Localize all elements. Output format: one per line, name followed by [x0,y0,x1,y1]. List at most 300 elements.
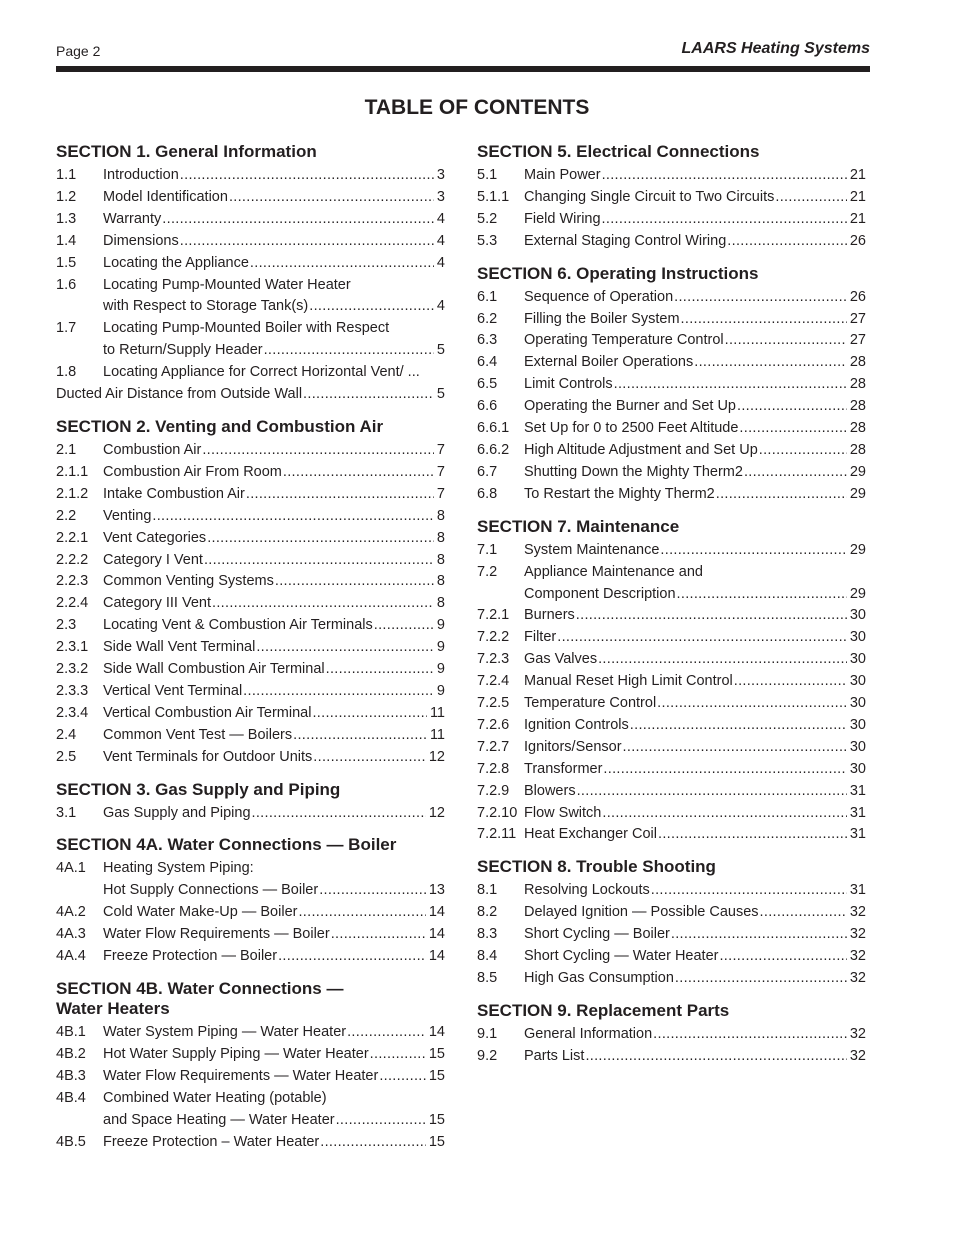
toc-entry[interactable] [477,287,866,309]
dot-leader [298,902,425,924]
entry-page: 14 [428,1024,445,1040]
toc-entry-line [56,165,445,187]
entry-title: Hot Supply Connections — Boiler [103,882,319,899]
entry-title: Freeze Protection – Water Heater [103,1133,320,1150]
toc-entry[interactable] [56,275,445,319]
toc-entry[interactable] [477,902,866,924]
entry-number: 7.2.9 [477,782,510,799]
entry-number: 6.6.1 [477,420,510,437]
entry-number: 2.3 [56,617,77,634]
toc-entry[interactable] [56,253,445,275]
dot-leader [602,165,847,187]
toc-entry[interactable] [56,659,445,681]
toc-entry-line [56,880,445,902]
entry-title: To Restart the Mighty Therm2 [524,485,715,502]
dot-leader [303,384,434,406]
entry-page: 28 [849,441,866,458]
dot-leader [576,605,847,627]
toc-entry-line [56,803,445,825]
entry-number: 7.2.4 [477,673,510,690]
entry-number: 1.8 [56,364,77,381]
dot-leader [653,1024,847,1046]
toc-entry-line [56,1132,445,1154]
entry-title: Filter [524,629,557,646]
toc-entry[interactable] [56,506,445,528]
entry-page: 14 [428,904,445,921]
toc-entry-line [477,418,866,440]
entry-number: 7.2.7 [477,738,510,755]
dot-leader [152,506,434,528]
dot-leader [202,440,434,462]
dot-leader [681,309,847,331]
entry-page: 29 [849,585,866,602]
entry-number: 1.2 [56,188,77,205]
toc-section [477,517,866,847]
toc-entry[interactable] [477,484,866,506]
toc-entry-line [56,571,445,593]
entry-title: Locating Appliance for Correct Horizontal Vent/ ... [103,364,420,381]
dot-leader [630,715,847,737]
entry-title: Combustion Air From Room [103,463,282,480]
entry-page: 8 [436,529,445,546]
entry-number: 4A.3 [56,926,86,943]
toc-entry[interactable] [56,803,445,825]
dot-leader [243,681,434,703]
entry-page: 21 [849,167,866,183]
toc-entry-line [56,703,445,725]
entry-title: Delayed Ignition — Possible Causes [524,904,759,921]
toc-entry[interactable] [56,1132,445,1154]
entry-page: 31 [849,882,866,899]
dot-leader [180,231,434,253]
entry-page: 11 [429,704,445,721]
dot-leader [694,352,847,374]
toc-entry[interactable] [477,330,866,352]
entry-page: 32 [849,948,866,965]
entry-title: Vent Terminals for Outdoor Units [103,748,313,765]
toc-entry[interactable] [477,1046,866,1068]
entry-page: 30 [849,629,866,646]
toc-entry[interactable] [56,187,445,209]
entry-page: 29 [849,485,866,502]
entry-page: 8 [436,507,445,524]
entry-title: Locating Pump-Mounted Boiler with Respect [103,320,390,337]
dot-leader [246,484,434,506]
toc-entry[interactable] [477,924,866,946]
entry-page: 30 [849,738,866,755]
entry-title: Filling the Boiler System [524,310,680,327]
toc-entry-line [56,593,445,615]
toc-entry-line [477,462,866,484]
toc-entry[interactable] [477,231,866,253]
entry-title: Heating System Piping: [103,860,254,877]
toc-entry-line [56,340,445,362]
toc-entry[interactable] [477,187,866,209]
entry-title: Shutting Down the Mighty Therm2 [524,463,743,480]
toc-entry-line [477,1046,866,1068]
entry-page: 9 [436,661,445,678]
toc-entry-line [477,396,866,418]
toc-entry-line [477,627,866,649]
entry-title: Vertical Vent Terminal [103,682,243,699]
entry-number: 4A.2 [56,904,86,921]
entry-number: 7.1 [477,541,498,558]
section-title [56,780,445,800]
toc-entry-line [477,693,866,715]
toc-entry[interactable] [56,209,445,231]
entry-title: Short Cycling — Boiler [524,926,670,943]
entry-title: Component Description [524,585,676,602]
toc-entry-line [477,902,866,924]
dot-leader [775,187,846,209]
entry-number: 2.2.2 [56,551,89,568]
entry-title: Model Identification [103,188,228,205]
toc-entry-line [56,187,445,209]
toc-entry[interactable] [477,209,866,231]
entry-title: Ignition Controls [524,716,629,733]
entry-page: 26 [849,232,866,249]
toc-entry[interactable] [56,946,445,968]
dot-leader [180,165,434,187]
entry-page: 9 [436,682,445,699]
toc-entry[interactable] [477,649,866,671]
entry-page: 12 [428,748,445,765]
entry-title: Common Venting Systems [103,573,274,590]
entry-page: 26 [849,288,866,305]
dot-leader [162,209,434,231]
toc-entry[interactable] [477,540,866,562]
entry-number: 2.2.3 [56,573,89,590]
entry-page: 8 [436,573,445,590]
toc-entry-line [477,759,866,781]
entry-page: 31 [849,782,866,799]
toc-entry-line [477,671,866,693]
dot-leader [719,946,846,968]
entry-page: 21 [849,210,866,227]
entry-title: High Gas Consumption [524,970,674,986]
dot-leader [256,637,434,659]
toc-entry-line [477,209,866,231]
section-title [477,264,866,284]
entry-number: 2.2.4 [56,595,89,612]
entry-number: 7.2.5 [477,695,510,712]
entry-page: 15 [428,1111,445,1128]
toc-entry[interactable] [477,759,866,781]
toc-entry-line [477,165,866,187]
dot-leader [379,1066,426,1088]
toc-entry[interactable] [477,352,866,374]
toc-section [56,142,445,406]
section-title-line: SECTION 5. Electrical Connections [477,142,760,161]
toc-entry[interactable] [477,562,866,606]
entry-number: 4B.5 [56,1133,86,1150]
toc-entry[interactable] [477,605,866,627]
toc-section [477,142,866,253]
entry-title: Short Cycling — Water Heater [524,948,719,965]
entry-title: Limit Controls [524,376,613,393]
toc-entry[interactable] [477,462,866,484]
toc-entry-line [56,637,445,659]
toc-section [56,835,445,968]
toc-entry[interactable] [56,362,445,384]
dot-leader [326,659,434,681]
entry-number: 6.2 [477,310,498,327]
dot-leader [264,340,434,362]
toc-entry-line [477,781,866,803]
entry-number: 7.2.2 [477,629,510,646]
entry-number: 1.5 [56,254,77,271]
entry-title: Ducted Air Distance from Outside Wall [56,386,303,403]
toc-entry-line [56,253,445,275]
toc-entry-line [56,681,445,703]
section-title [56,142,445,162]
toc-title: TABLE OF CONTENTS [364,96,590,119]
dot-leader [320,1132,426,1154]
toc-entry[interactable] [56,318,445,362]
toc-entry[interactable] [477,165,866,187]
toc-entry[interactable] [477,803,866,825]
toc-entry[interactable] [56,1066,445,1088]
section-title [56,835,445,855]
toc-section [56,979,445,1153]
entry-number: 6.3 [477,332,498,349]
dot-leader [278,946,426,968]
section-title [477,142,866,162]
toc-entry[interactable] [56,924,445,946]
toc-entry-line [477,231,866,253]
toc-entry[interactable] [56,165,445,187]
entry-number: 8.1 [477,882,498,899]
entry-title: Dimensions [103,232,179,249]
toc-entry-line [56,747,445,769]
entry-page: 28 [849,376,866,393]
toc-entry[interactable] [56,637,445,659]
dot-leader [602,209,847,231]
toc-entry-line [477,968,866,990]
entry-number: 2.4 [56,726,77,743]
toc-entry-line [56,1066,445,1088]
toc-column-left [56,142,445,1164]
toc-entry[interactable] [56,747,445,769]
entry-number: 2.1.2 [56,485,89,502]
toc-entry[interactable] [56,681,445,703]
entry-number: 4B.4 [56,1089,86,1106]
entry-number: 7.2.8 [477,760,510,777]
entry-number: 4A.4 [56,948,86,965]
entry-title: Heat Exchanger Coil [524,826,657,843]
entry-number: 4B.1 [56,1024,86,1040]
entry-number: 2.2 [56,507,77,524]
toc-entry[interactable] [56,858,445,902]
dot-leader [658,824,847,846]
toc-entry[interactable] [477,671,866,693]
entry-page: 4 [436,232,445,249]
entry-title: Combustion Air [103,441,202,458]
toc-entry-line [477,715,866,737]
entry-title: Water Flow Requirements — Boiler [103,926,330,943]
toc-entry[interactable] [477,309,866,331]
toc-entry[interactable] [56,462,445,484]
toc-entry[interactable] [56,440,445,462]
toc-entry[interactable] [477,715,866,737]
entry-number: 7.2.10 [477,804,518,821]
toc-entry[interactable] [477,1024,866,1046]
toc-entry-line [56,440,445,462]
entry-page: 15 [428,1067,445,1084]
toc-entry[interactable] [56,593,445,615]
entry-page: 4 [436,254,445,271]
entry-number: 4B.3 [56,1067,86,1084]
entry-page: 8 [436,595,445,612]
entry-number: 8.2 [477,904,498,921]
toc-entry[interactable] [56,902,445,924]
entry-title: General Information [524,1025,653,1042]
entry-title: Cold Water Make-Up — Boiler [103,904,298,921]
entry-title: Operating the Burner and Set Up [524,398,736,415]
toc-entry[interactable] [477,374,866,396]
entry-page: 9 [436,639,445,656]
entry-number: 7.2.11 [477,826,517,843]
entry-number: 9.1 [477,1025,498,1042]
entry-title: Common Vent Test — Boilers [103,726,293,743]
dot-leader [603,759,846,781]
section-title [56,979,445,1019]
toc-entry[interactable] [56,550,445,572]
dot-leader [204,550,434,572]
dot-leader [331,924,426,946]
entry-title: Set Up for 0 to 2500 Feet Altitude [524,420,739,437]
entry-number: 7.2.1 [477,607,510,624]
toc-column-right [477,142,866,1079]
toc-entry[interactable] [56,615,445,637]
toc-entry-line [56,1044,445,1066]
toc-entry[interactable] [477,418,866,440]
dot-leader [275,571,434,593]
toc-entry[interactable] [56,571,445,593]
entry-title: Flow Switch [524,804,602,821]
toc-entry[interactable] [56,231,445,253]
toc-entry[interactable] [56,484,445,506]
dot-leader [674,287,847,309]
toc-entry-line [56,1088,445,1110]
toc-entry-line [56,506,445,528]
toc-section [477,1001,866,1068]
entry-title: Temperature Control [524,695,657,712]
entry-title: Field Wiring [524,210,601,227]
entry-title: Hot Water Supply Piping — Water Heater [103,1045,369,1062]
entry-page: 32 [849,926,866,943]
entry-page: 29 [849,463,866,480]
toc-entry-line [477,187,866,209]
toc-section [477,857,866,990]
toc-entry[interactable] [477,627,866,649]
toc-entry[interactable] [477,880,866,902]
entry-number: 3.1 [56,804,77,821]
entry-page: 15 [428,1045,445,1062]
entry-number: 6.6.2 [477,441,510,458]
entry-title: and Space Heating — Water Heater [103,1111,335,1128]
entry-number: 1.4 [56,232,77,249]
dot-leader [293,725,427,747]
entry-title: Introduction [103,167,179,183]
toc-entry[interactable] [56,528,445,550]
dot-leader [252,803,426,825]
toc-entry-line [56,946,445,968]
dot-leader [744,462,847,484]
brand-name: LAARS Heating Systems [681,40,870,57]
entry-page: 5 [436,386,445,403]
toc-entry-line [477,484,866,506]
entry-page: 27 [849,310,866,327]
entry-page: 9 [436,617,445,634]
entry-title: Vertical Combustion Air Terminal [103,704,312,721]
dot-leader [309,296,434,318]
section-title [477,517,866,537]
toc-entry[interactable] [477,440,866,462]
entry-title: Water System Piping — Water Heater [103,1024,347,1040]
dot-leader [760,902,847,924]
dot-leader [283,462,434,484]
toc-entry-line [56,902,445,924]
dot-leader [577,781,847,803]
toc-entry[interactable] [56,1022,445,1044]
toc-entry-line [477,287,866,309]
entry-page: 30 [849,673,866,690]
dot-leader [623,737,847,759]
entry-title: Resolving Lockouts [524,882,650,899]
entry-title: Gas Valves [524,651,598,668]
toc-entry-line [56,362,445,384]
entry-title: Burners [524,607,575,624]
toc-entry[interactable] [56,1088,445,1132]
toc-entry-line [56,462,445,484]
toc-entry[interactable] [56,703,445,725]
entry-page: 14 [428,926,445,943]
toc-entry[interactable] [477,396,866,418]
entry-page: 11 [429,726,445,743]
entry-page: 13 [428,882,445,899]
entry-page: 14 [428,948,445,965]
entry-number: 6.4 [477,354,498,371]
entry-number: 6.1 [477,288,498,305]
entry-number: 2.3.3 [56,682,89,699]
dot-leader [739,418,846,440]
toc-entry[interactable] [477,946,866,968]
toc-entry-line [477,540,866,562]
toc-entry[interactable] [477,693,866,715]
dot-leader [229,187,434,209]
toc-entry[interactable] [56,725,445,747]
entry-title: Transformer [524,760,603,777]
toc-entry[interactable] [477,781,866,803]
toc-entry[interactable] [56,1044,445,1066]
entry-number: 1.6 [56,276,77,293]
toc-entry[interactable] [56,384,445,406]
toc-entry-line [56,615,445,637]
toc-entry[interactable] [477,824,866,846]
dot-leader [602,803,847,825]
entry-page: 30 [849,716,866,733]
toc-entry[interactable] [477,737,866,759]
toc-section [477,264,866,506]
dot-leader [657,693,847,715]
entry-page: 31 [849,826,866,843]
toc-entry[interactable] [477,968,866,990]
entry-page: 5 [436,342,445,359]
entry-number: 9.2 [477,1047,498,1064]
entry-page: 3 [436,167,445,183]
entry-title: with Respect to Storage Tank(s) [103,298,309,315]
